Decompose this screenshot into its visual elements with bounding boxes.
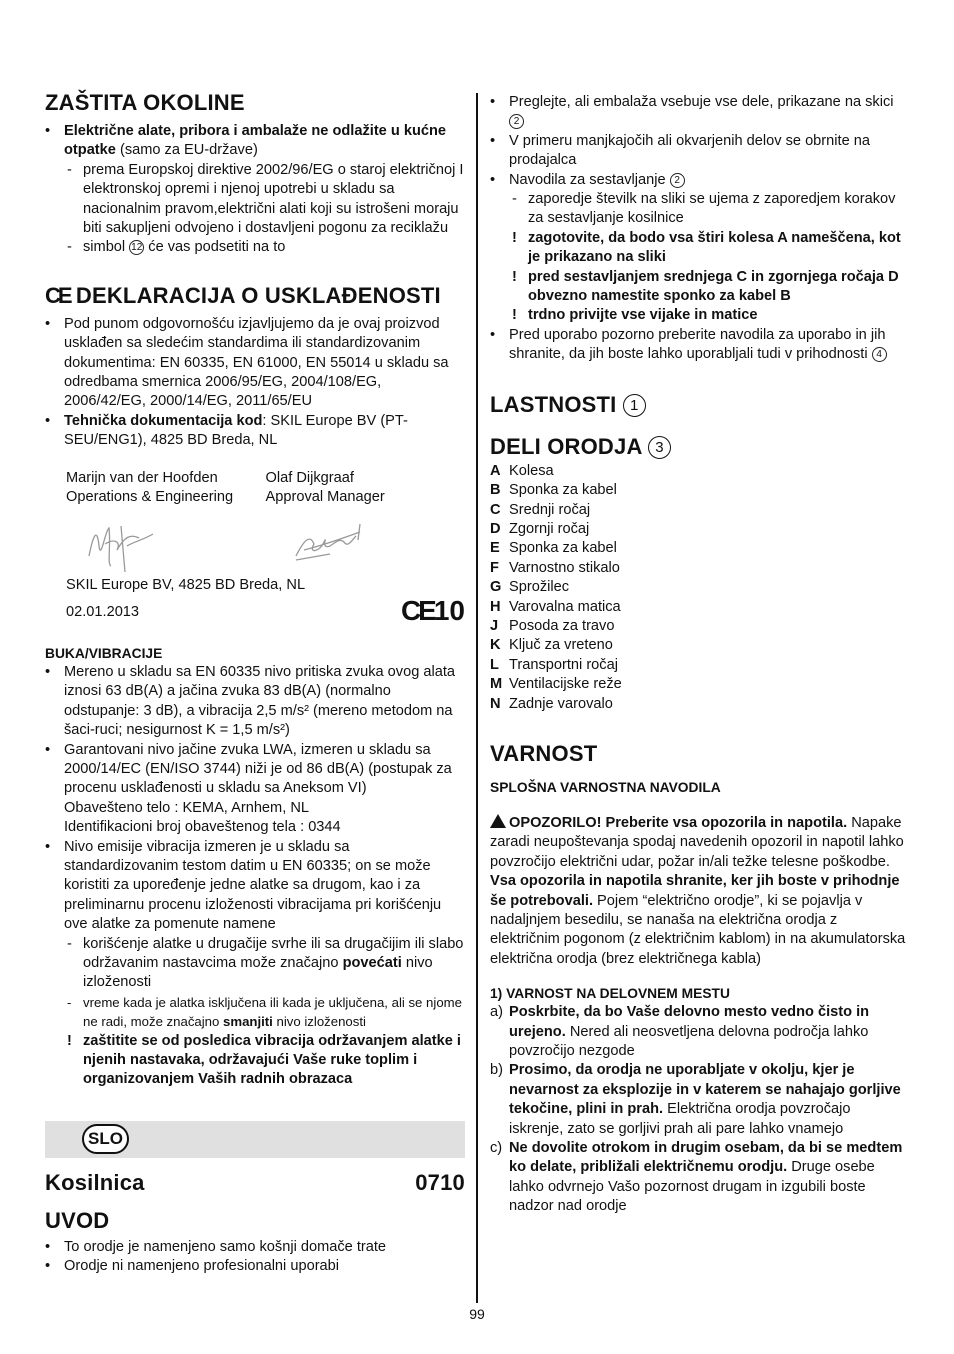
part-item: N Zadnje varovalo: [490, 695, 613, 712]
intro-title: UVOD: [45, 1207, 110, 1233]
part-item: J Posoda za travo: [490, 617, 615, 634]
env-dash-2: - simbol 12 će vas podsetiti na to: [64, 238, 465, 257]
signers: [45, 469, 465, 508]
decl-bullet-1: • Pod punom odgovornošću izjavljujemo da je ovaj proizvod usklađen sa sledećim standardima ili standardizovanim dokumentima: EN 60335, EN 61000, EN 55014 u skladu sa odredbama smernica 2006/95/EG, 2004/108/EG, 2006/42/EG, 2000/14/EG, 2011/65/EU: [45, 315, 465, 412]
features-title: LASTNOSTI 1: [490, 392, 908, 418]
assembly-bullet-2: • V primeru manjkajočih ali okvarjenih delov se obrnite na prodajalca: [490, 132, 908, 171]
symbol-12-icon: 12: [131, 242, 143, 254]
part-item: B Sponka za kabel: [490, 482, 617, 499]
right-column: [490, 93, 908, 1217]
product-name: Kosilnica: [45, 1169, 145, 1195]
signatures: [45, 508, 465, 580]
assembly-warning-1: ! zagotovite, da bodo vsa štiri kolesa A nameščena, kot je prikazano na sliki: [509, 229, 908, 268]
noise-dash-1: - korišćenje alatke u drugačije svrhe ili sa drugačijim ili slabo održavanim nastavcima može značajno povećati nivo izloženosti: [64, 935, 465, 993]
ce10-mark: CE10: [400, 594, 465, 626]
intro-bullet-1: • To orodje je namenjeno samo košnji domače trate: [45, 1238, 465, 1257]
ce-mark-icon: CE: [45, 282, 70, 308]
env-title: ZAŠTITA OKOLINE: [45, 90, 245, 115]
noise-bullet-3: • Nivo emisije vibracija izmeren je u skladu sa standardizovanim testom datim u EN 60335; on se može koristiti za upoređenje jedne alatke sa drugom, kao i za preliminarnu procenu izloženosti vibracijama pri korišćenju ove alatke za pomenute namene - korišćenje alatke u drugačije svrhe ili sa drugačijim ili slabo održavanim nastavcima može značajno povećati nivo izloženosti - vreme kada je alatka isključena ili kada je uključena, ali se njome ne radi, može značajno smanjiti nivo izloženosti ! zaštitite se od posledica vibracija održavanjem alatke i njenih nastavaka, održavajući Vaše ruke toplim i organizovanjem Vaših radnih obrazaca: [45, 838, 465, 1090]
part-item: K Ključ za vreteno: [490, 637, 613, 654]
parts-list: [490, 462, 908, 714]
part-item: M Ventilacijske reže: [490, 676, 622, 693]
figure-2-icon: 2: [670, 173, 685, 188]
part-item: D Zgornji ročaj: [490, 520, 590, 537]
assembly-bullet-1: • Preglejte, ali embalaža vsebuje vse dele, prikazane na skici 2: [490, 93, 908, 132]
work-area-item: b) Prosimo, da orodja ne uporabljate v okolju, kjer je nevarnost za eksplozije in v katerem se nahajajo gorljive tekočine, plini in prah. Električna orodja povzročajo iskrenje, zato se gorljivi prah ali pare lahko vnamejo: [490, 1062, 901, 1137]
part-item: E Sponka za kabel: [490, 540, 617, 557]
figure-2-icon: 2: [509, 114, 524, 129]
date-row: [45, 594, 465, 633]
noise-bullet-1: • Mereno u skladu sa EN 60335 nivo pritiska zvuka ovog alata iznosi 63 dB(A) a jačina zvuka 83 dB(A) (normalno odstupanje: 3 dB), a vibracija 2,5 m/s² (mereno metodom na šaci-ruci; nesigurnost K = 1,5 m/s²): [45, 663, 465, 741]
part-item: A Kolesa: [490, 462, 554, 479]
signature-1-icon: [81, 516, 161, 574]
product-row: [45, 1170, 465, 1196]
figure-1-icon: 1: [623, 394, 646, 417]
parts-title: DELI ORODJA 3: [490, 434, 908, 460]
env-dash-1: - prema Europskoj direktive 2002/96/EG o staroj električnoj I elektronskoj opremi i njenoj upotrebi u skladu sa nacionalnim pravom,električni alati koji su istrošeni moraju biti sakupljeni odvojeno i dostavljeni pogonu za reciklažu: [64, 161, 465, 239]
signer-2: Olaf Dijkgraaf Approval Manager: [265, 469, 385, 506]
left-column: [45, 90, 465, 1277]
noise-heading: BUKA/VIBRACIJE: [45, 645, 163, 661]
product-code: 0710: [415, 1169, 465, 1195]
noise-dash-2: - vreme kada je alatka isključena ili kada je uključena, ali se njome ne radi, može značajno smanjiti nivo izloženosti: [64, 993, 465, 1032]
language-bar: [45, 1121, 465, 1158]
intro-bullet-2: • Orodje ni namenjeno profesionalni uporabi: [45, 1257, 465, 1276]
assembly-dash: - zaporedje številk na sliki se ujema z zaporedjem korakov za sestavljanje kosilnice: [509, 190, 908, 229]
part-item: C Srednji ročaj: [490, 501, 591, 518]
assembly-bullet-4: • Pred uporabo pozorno preberite navodila za uporabo in jih shranite, da jih boste lahko uporabljali tudi v prihodnosti 4: [490, 326, 908, 365]
safety-subhead: SPLOŠNA VARNOSTNA NAVODILA: [490, 779, 721, 795]
assembly-warning-3: ! trdno privijte vse vijake in matice: [509, 306, 908, 325]
part-item: H Varovalna matica: [490, 598, 621, 615]
language-badge: SLO: [82, 1124, 129, 1154]
company-address: SKIL Europe BV, 4825 BD Breda, NL: [66, 576, 306, 593]
safety-warning-paragraph: OPOZORILO! Preberite vsa opozorila in napotila. Napake zaradi neupoštevanja spodaj navedenih opozoril in napotil lahko povzročijo električni udar, požar in/ali težke telesne poškodbe. Vsa opozorila in napotila shranite, ker jih boste v prihodnje še potrebovali. Pojem “električno orodje”, ki se pojavlja v nadaljnjem besedilu, se nanaša na električna orodja z električnim pogonom (z električnim kablom) in na akumulatorska električna orodja (brez električnega kabla): [490, 814, 906, 967]
part-item: G Sprožilec: [490, 579, 570, 596]
decl-title: CE DEKLARACIJA O USKLAĐENOSTI: [45, 282, 441, 308]
signature-2-icon: [290, 520, 370, 564]
assembly-warning-2: ! pred sestavljanjem srednjega C in zgornjega ročaja D obvezno namestite sponko za kabel B: [509, 268, 908, 307]
noise-bullet-2: • Garantovani nivo jačine zvuka LWA, izmeren u skladu sa 2000/14/EC (EN/ISO 3744) niži je od 86 dB(A) (postupak za procenu usklađenosti u skladu sa Aneksom VI) Obavešteno telo : KEMA, Arnhem, NL Identifikacioni broj obaveštenog tela : 0344: [45, 741, 465, 838]
part-item: F Varnostno stikalo: [490, 559, 620, 576]
figure-3-icon: 3: [648, 436, 671, 459]
env-bullet: • Električne alate, pribora i ambalaže ne odlažite u kućne otpatke (samo za EU-države) - prema Europskoj direktive 2002/96/EG o staroj električnoj I elektronskoj opremi i njenoj upotrebi u skladu sa nacionalnim pravom,električni alati koji su istrošeni moraju biti sakupljeni odvojeno i dostavljeni pogonu za reciklažu - simbol 12 će vas podsetiti na to: [45, 122, 465, 258]
figure-4-icon: 4: [872, 347, 887, 362]
work-area-list: [490, 1003, 908, 1216]
safety-title: VARNOST: [490, 740, 598, 766]
signer-1: Marijn van der Hoofden Operations & Engineering: [66, 469, 234, 506]
part-item: L Transportni ročaj: [490, 656, 618, 673]
work-area-heading: 1) VARNOST NA DELOVNEM MESTU: [490, 986, 730, 1002]
work-area-item: c) Ne dovolite otrokom in drugim osebam, da bi se medtem ko delate, približali električnemu orodju. Druge osebe lahko odvrnejo Vašo pozornost drugam in izgubili boste nadzor nad orodje: [490, 1140, 903, 1215]
work-area-item: a) Poskrbite, da bo Vaše delovno mesto vedno čisto in urejeno. Nered ali neosvetljena delovna področja lahko povzročijo nezgode: [490, 1004, 870, 1060]
assembly-bullet-3: • Navodila za sestavljanje 2 - zaporedje številk na sliki se ujema z zaporedjem korakov za sestavljanje kosilnice ! zagotovite, da bodo vsa štiri kolesa A nameščena, kot je prikazano na sliki ! pred sestavljanjem srednjega C in zgornjega ročaja D obvezno namestite sponko za kabel B ! trdno privijte vse vijake in matice: [490, 171, 908, 326]
noise-warning: ! zaštitite se od posledica vibracija održavanjem alatke i njenih nastavaka, održavajući Vaše ruke toplim i organizovanjem Vaših radnih obrazaca: [64, 1032, 465, 1090]
decl-bullet-2: • Tehnička dokumentacija kod: SKIL Europe BV (PT-SEU/ENG1), 4825 BD Breda, NL: [45, 412, 465, 451]
column-divider: [476, 93, 478, 1303]
date: 02.01.2013: [66, 603, 140, 620]
page-number: 99: [469, 1306, 485, 1322]
warning-triangle-icon: [490, 814, 506, 828]
